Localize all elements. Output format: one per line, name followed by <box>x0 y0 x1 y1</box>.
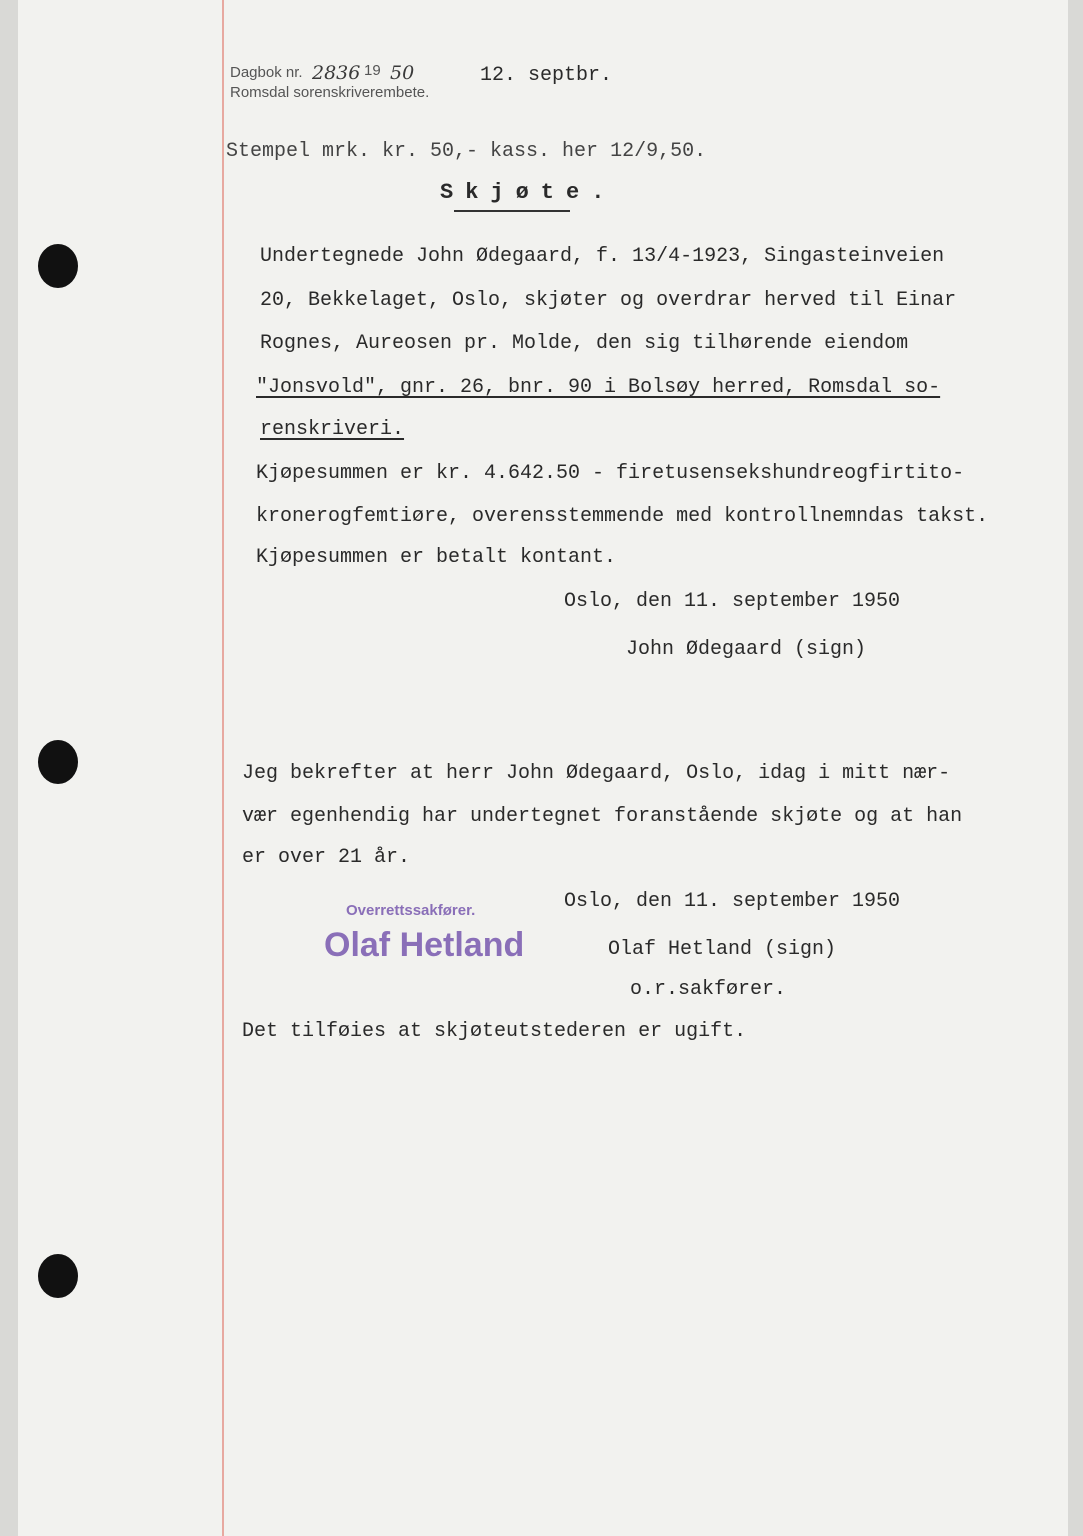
body-line: "Jonsvold", gnr. 26, bnr. 90 i Bolsøy herred, Romsdal so- <box>256 376 941 399</box>
attest-line: er over 21 år. <box>242 846 411 869</box>
document-page <box>18 0 1068 1536</box>
body-line: kronerogfemtiøre, overensstemmende med kontrollnemndas takst. <box>256 505 989 528</box>
dagbok-label: Dagbok nr. <box>230 64 303 81</box>
body-line: Kjøpesummen er kr. 4.642.50 - firetusensekshundreogfirtito- <box>256 462 965 485</box>
attest-line: Jeg bekrefter at herr John Ødegaard, Oslo, idag i mitt nær- <box>242 762 951 785</box>
punch-hole-icon <box>38 1254 78 1298</box>
sign2-title: o.r.sakfører. <box>630 978 787 1001</box>
stamp-name: Olaf Hetland <box>324 926 525 964</box>
stamp-title: Overrettssakfører. <box>346 902 476 919</box>
stamp-duty-line: Stempel mrk. kr. 50,- kass. her 12/9,50. <box>226 140 707 163</box>
body-line: Rognes, Aureosen pr. Molde, den sig tilhørende eiendom <box>260 332 909 355</box>
document-title: Skjøte. <box>440 180 617 205</box>
sign1-place-date: Oslo, den 11. september 1950 <box>564 590 901 613</box>
punch-hole-icon <box>38 740 78 784</box>
dagbok-number: 2836 <box>312 62 361 84</box>
office-name: Romsdal sorenskriverembete. <box>230 84 430 101</box>
attest-line: vær egenhendig har undertegnet foranstående skjøte og at han <box>242 805 963 828</box>
sign2-signature: Olaf Hetland (sign) <box>608 938 837 961</box>
footer-note: Det tilføies at skjøteutstederen er ugift. <box>242 1020 747 1043</box>
title-underline <box>454 210 570 212</box>
punch-hole-icon <box>38 244 78 288</box>
dagbok-year-suffix: 50 <box>390 62 415 84</box>
margin-line <box>222 0 224 1536</box>
body-line: renskriveri. <box>260 418 405 441</box>
body-line: Kjøpesummen er betalt kontant. <box>256 546 617 569</box>
sign2-place-date: Oslo, den 11. september 1950 <box>564 890 901 913</box>
body-line: Undertegnede John Ødegaard, f. 13/4-1923, Singasteinveien <box>260 245 945 268</box>
body-line: 20, Bekkelaget, Oslo, skjøter og overdrar herved til Einar <box>260 289 957 312</box>
sign1-signature: John Ødegaard (sign) <box>626 638 867 661</box>
dagbok-date: 12. septbr. <box>480 64 613 87</box>
dagbok-year: 19 <box>364 62 381 79</box>
